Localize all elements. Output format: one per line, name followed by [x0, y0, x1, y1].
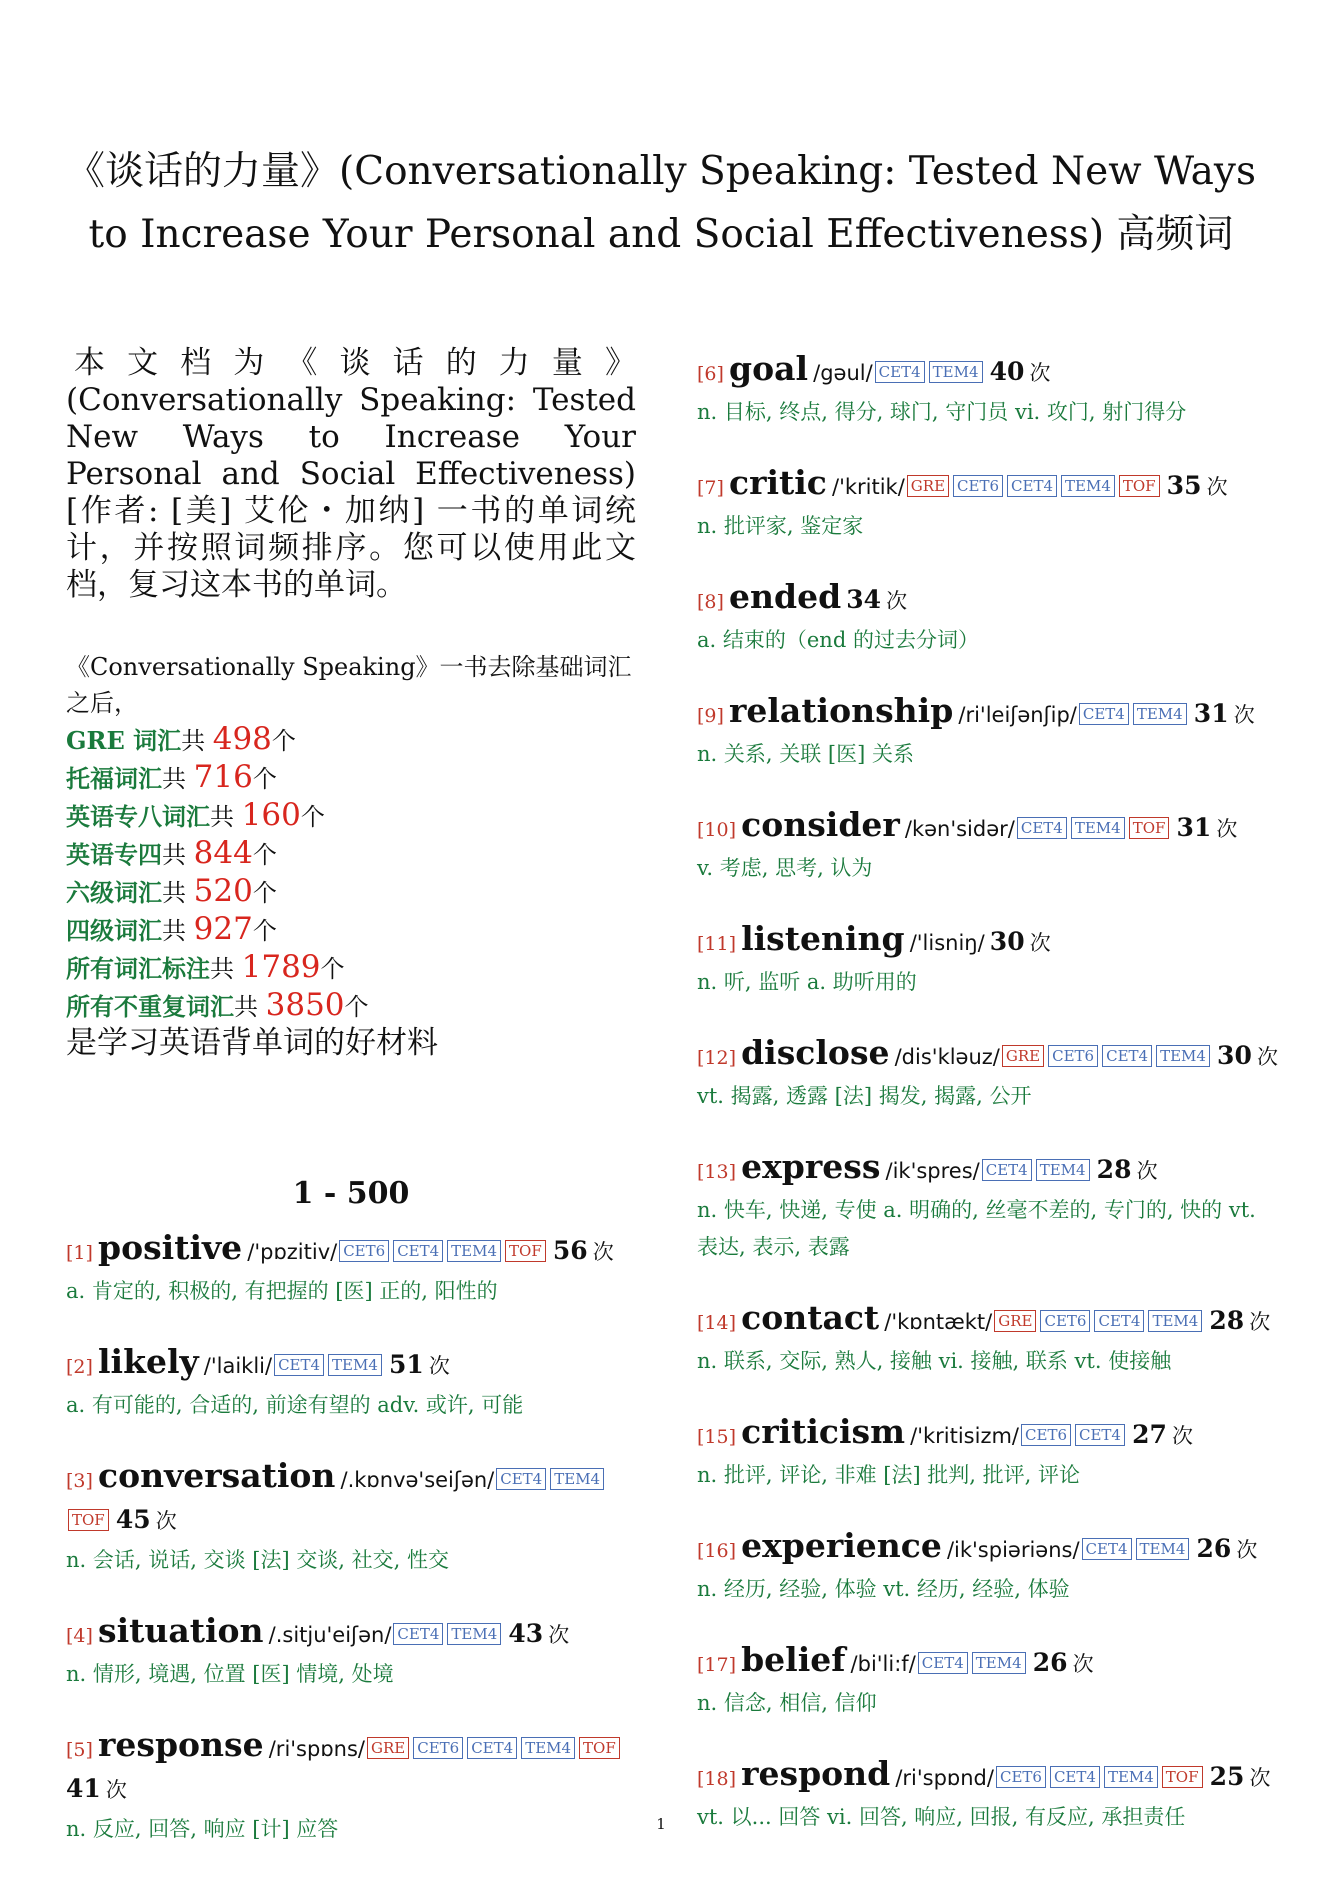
entry-index: [18]: [697, 1768, 737, 1790]
level-tag: CET4: [918, 1652, 968, 1674]
closing-line: 是学习英语背单词的好材料: [66, 1025, 438, 1061]
definition: vt. 以... 回答 vi. 回答, 响应, 回报, 有反应, 承担责任: [697, 1805, 1186, 1829]
stat-line: [66, 873, 636, 911]
phonetic: /kən'sidər/: [904, 817, 1015, 841]
level-tag: TEM4: [929, 361, 983, 383]
word-entry: [66, 1343, 636, 1424]
headword: situation: [98, 1611, 264, 1650]
headword: consider: [741, 805, 900, 844]
headword-line: [697, 692, 1282, 736]
frequency-count: 35: [1166, 471, 1202, 500]
definition: n. 批评, 评论, 非难 [法] 批判, 批评, 评论: [697, 1463, 1081, 1487]
stat-number: 160: [241, 797, 301, 833]
word-entry: [66, 1612, 636, 1693]
word-entry: [697, 920, 1282, 1001]
section-title: 1 - 500: [292, 1176, 410, 1211]
phonetic: /'kritik/: [832, 475, 905, 499]
definition: n. 关系, 关联 [医] 关系: [697, 742, 914, 766]
frequency-count: 41: [66, 1774, 101, 1803]
word-entry: [697, 1413, 1282, 1494]
phonetic: /bi'li:f/: [850, 1652, 916, 1676]
word-entry: [697, 1034, 1282, 1115]
frequency-count: 30: [989, 927, 1025, 956]
headword: listening: [741, 919, 905, 958]
entry-index: [10]: [697, 819, 737, 841]
stat-number: 844: [193, 835, 253, 871]
level-tag: TEM4: [1133, 703, 1187, 725]
stats-block: [66, 649, 636, 1061]
phonetic: /'pɒzitiv/: [247, 1240, 338, 1264]
level-tag: TEM4: [550, 1468, 604, 1490]
entries-left-list: [66, 1229, 636, 1848]
stat-mid: 共: [210, 955, 242, 983]
level-tag: TEM4: [1036, 1159, 1090, 1181]
frequency-count: 51: [389, 1350, 424, 1379]
frequency-count: 25: [1209, 1762, 1245, 1791]
level-tag: CET6: [1048, 1045, 1098, 1067]
entry-index: [14]: [697, 1312, 737, 1334]
stat-mid: 共: [162, 879, 194, 907]
stat-line: [66, 797, 636, 835]
headword-line: [697, 1641, 1282, 1685]
level-tag: CET6: [413, 1737, 463, 1759]
level-tag: CET4: [1079, 703, 1129, 725]
stat-number: 3850: [265, 987, 345, 1023]
headword-line: [697, 1299, 1282, 1343]
stat-number: 520: [193, 873, 253, 909]
headword: respond: [741, 1754, 891, 1793]
headword-line: [697, 806, 1282, 850]
phonetic: /ri'spɒns/: [268, 1737, 365, 1761]
word-entry: [66, 1229, 636, 1310]
level-tag: CET4: [393, 1623, 443, 1645]
headword-line: [697, 920, 1282, 964]
definition: n. 情形, 境遇, 位置 [医] 情境, 处境: [66, 1662, 394, 1686]
level-tag: CET6: [1021, 1424, 1071, 1446]
stat-number: 927: [193, 911, 253, 947]
count-unit: 次: [1136, 1159, 1158, 1183]
word-entry: [66, 1457, 636, 1579]
entry-index: [2]: [66, 1356, 93, 1378]
stat-number: 716: [193, 759, 253, 795]
headword: disclose: [741, 1033, 890, 1072]
document-title: 《谈话的力量》(Conversationally Speaking: Tested New Ways to Increase Your Personal and Social Effectiveness) 高频词: [66, 149, 1256, 257]
entry-index: [16]: [697, 1540, 737, 1562]
headword: positive: [98, 1228, 243, 1267]
stat-label: 所有词汇标注: [66, 954, 210, 983]
headword: conversation: [98, 1456, 336, 1495]
stat-mid: 共: [162, 765, 194, 793]
count-unit: 次: [1029, 361, 1051, 385]
stat-mid: 共: [181, 727, 213, 755]
phonetic: /ri'spɒnd/: [895, 1766, 994, 1790]
frequency-count: 28: [1096, 1155, 1132, 1184]
count-unit: 次: [1249, 1766, 1271, 1790]
headword-line: [697, 1034, 1282, 1078]
count-unit: 次: [1216, 817, 1238, 841]
word-entry: [697, 1527, 1282, 1608]
stat-unit: 个: [252, 765, 277, 793]
headword: relationship: [729, 691, 954, 730]
phonetic: /'lisniŋ/: [909, 931, 985, 955]
level-tag: TEM4: [972, 1652, 1026, 1674]
level-tag: TOF: [68, 1509, 109, 1531]
level-tag: CET4: [496, 1468, 546, 1490]
word-entry: [697, 464, 1282, 545]
phonetic: /gəul/: [813, 361, 873, 385]
headword: experience: [741, 1526, 942, 1565]
headword: belief: [741, 1640, 846, 1679]
frequency-count: 31: [1193, 699, 1229, 728]
stat-unit: 个: [344, 993, 369, 1021]
headword-line: [697, 464, 1282, 508]
entry-index: [13]: [697, 1161, 737, 1183]
right-column: [697, 350, 1282, 1869]
frequency-count: 34: [846, 585, 882, 614]
entry-index: [4]: [66, 1625, 93, 1647]
headword: contact: [741, 1298, 880, 1337]
definition: a. 有可能的, 合适的, 前途有望的 adv. 或许, 可能: [66, 1393, 524, 1417]
count-unit: 次: [1236, 1538, 1258, 1562]
intro-text: 本文档为《谈话的力量》(Conversationally Speaking: Tested New Ways to Increase Your Personal and Social Effectiveness)[作者: [美] 艾伦・加纳] 一书的单词统计，并按照词频排序。您可以使用此文档，复习这本书的单词。: [66, 345, 636, 603]
count-unit: 次: [592, 1240, 614, 1264]
definition: n. 会话, 说话, 交谈 [法] 交谈, 社交, 性交: [66, 1548, 450, 1572]
stat-mid: 共: [162, 917, 194, 945]
level-tag: TOF: [1162, 1766, 1203, 1788]
word-entry: [697, 692, 1282, 773]
definition: v. 考虑, 思考, 认为: [697, 856, 873, 880]
level-tag: TEM4: [1136, 1538, 1190, 1560]
level-tag: CET4: [274, 1354, 324, 1376]
intro-paragraph: [66, 345, 636, 604]
count-unit: 次: [105, 1778, 127, 1802]
level-tag: CET6: [996, 1766, 1046, 1788]
stat-line: [66, 949, 636, 987]
stat-label: 英语专四: [66, 840, 162, 869]
level-tag: GRE: [367, 1737, 409, 1759]
headword: criticism: [741, 1412, 906, 1451]
count-unit: 次: [155, 1509, 177, 1533]
level-tag: CET4: [1102, 1045, 1152, 1067]
level-tag: TEM4: [1156, 1045, 1210, 1067]
level-tag: CET4: [1050, 1766, 1100, 1788]
headword: express: [741, 1147, 881, 1186]
stat-label: 英语专八词汇: [66, 802, 210, 831]
level-tag: CET4: [1007, 475, 1057, 497]
headword: critic: [729, 463, 827, 502]
headword: goal: [729, 349, 809, 388]
level-tag: CET4: [982, 1159, 1032, 1181]
definition: vt. 揭露, 透露 [法] 揭发, 揭露, 公开: [697, 1084, 1032, 1108]
count-unit: 次: [1256, 1045, 1278, 1069]
level-tag: CET4: [1017, 817, 1067, 839]
stat-unit: 个: [252, 917, 277, 945]
headword-line: [697, 578, 1282, 622]
definition: a. 结束的（end 的过去分词）: [697, 628, 979, 652]
definition: n. 听, 监听 a. 助听用的: [697, 970, 917, 994]
stat-line: [66, 721, 636, 759]
entries-right-list: [697, 350, 1282, 1836]
count-unit: 次: [428, 1354, 450, 1378]
phonetic: /.kɒnvə'seiʃən/: [340, 1468, 495, 1492]
phonetic: /ri'leiʃənʃip/: [958, 703, 1077, 727]
headword-line: [66, 1726, 636, 1811]
level-tag: CET4: [393, 1240, 443, 1262]
phonetic: /ik'spres/: [885, 1159, 980, 1183]
left-column: [66, 345, 636, 1881]
count-unit: 次: [1233, 703, 1255, 727]
word-entry: [697, 578, 1282, 659]
entry-index: [15]: [697, 1426, 737, 1448]
frequency-count: 45: [115, 1505, 151, 1534]
level-tag: TOF: [1119, 475, 1160, 497]
frequency-count: 26: [1196, 1534, 1232, 1563]
level-tag: CET4: [467, 1737, 517, 1759]
stat-number: 498: [212, 721, 272, 757]
level-tag: TEM4: [328, 1354, 382, 1376]
stat-label: GRE 词汇: [66, 726, 182, 755]
entry-index: [7]: [697, 477, 724, 499]
headword-line: [697, 1413, 1282, 1457]
stat-line: [66, 987, 636, 1025]
word-entry: [697, 1148, 1282, 1266]
stat-mid: 共: [162, 841, 194, 869]
frequency-count: 30: [1217, 1041, 1252, 1070]
headword-line: [697, 1527, 1282, 1571]
headword-line: [66, 1612, 636, 1656]
level-tag: TOF: [505, 1240, 546, 1262]
page-number: 1: [656, 1815, 666, 1833]
frequency-count: 27: [1132, 1420, 1167, 1449]
definition: n. 反应, 回答, 响应 [计] 应答: [66, 1817, 339, 1841]
count-unit: 次: [1249, 1310, 1271, 1334]
entry-index: [8]: [697, 591, 724, 613]
frequency-count: 31: [1176, 813, 1212, 842]
level-tag: CET4: [1094, 1310, 1144, 1332]
level-tag: TEM4: [1061, 475, 1115, 497]
headword: likely: [98, 1342, 199, 1381]
definition: n. 目标, 终点, 得分, 球门, 守门员 vi. 攻门, 射门得分: [697, 400, 1187, 424]
entry-index: [5]: [66, 1739, 93, 1761]
level-tag: TEM4: [521, 1737, 575, 1759]
stats-list: [66, 721, 636, 1025]
entry-index: [1]: [66, 1242, 93, 1264]
stat-unit: 个: [252, 879, 277, 907]
headword-line: [66, 1343, 636, 1387]
definition: n. 信念, 相信, 信仰: [697, 1691, 877, 1715]
count-unit: 次: [548, 1623, 570, 1647]
frequency-count: 40: [989, 357, 1025, 386]
headword-line: [66, 1229, 636, 1273]
stat-line: [66, 835, 636, 873]
entry-index: [6]: [697, 363, 724, 385]
level-tag: CET6: [339, 1240, 389, 1262]
level-tag: CET4: [1082, 1538, 1132, 1560]
count-unit: 次: [1029, 931, 1051, 955]
headword-line: [66, 1457, 636, 1542]
stat-label: 所有不重复词汇: [66, 992, 234, 1021]
level-tag: TEM4: [1104, 1766, 1158, 1788]
word-entry: [697, 350, 1282, 431]
frequency-count: 43: [508, 1619, 544, 1648]
level-tag: TEM4: [447, 1623, 501, 1645]
stat-unit: 个: [320, 955, 345, 983]
stat-mid: 共: [210, 803, 242, 831]
stat-label: 六级词汇: [66, 878, 162, 907]
entry-index: [3]: [66, 1470, 93, 1492]
phonetic: /'kritisizm/: [910, 1424, 1020, 1448]
definition: n. 批评家, 鉴定家: [697, 514, 864, 538]
level-tag: TOF: [1129, 817, 1170, 839]
count-unit: 次: [1171, 1424, 1193, 1448]
frequency-count: 28: [1209, 1306, 1245, 1335]
entry-index: [11]: [697, 933, 737, 955]
level-tag: GRE: [907, 475, 949, 497]
level-tag: TEM4: [1071, 817, 1125, 839]
headword: response: [98, 1725, 264, 1764]
stat-number: 1789: [241, 949, 321, 985]
headword-line: [697, 1755, 1282, 1799]
stat-unit: 个: [271, 727, 296, 755]
level-tag: TEM4: [1148, 1310, 1202, 1332]
stat-line: [66, 911, 636, 949]
stat-label: 四级词汇: [66, 916, 162, 945]
stat-unit: 个: [300, 803, 325, 831]
level-tag: CET6: [1040, 1310, 1090, 1332]
headword-line: [697, 1148, 1282, 1192]
frequency-count: 26: [1032, 1648, 1068, 1677]
phonetic: /'laikli/: [203, 1354, 273, 1378]
count-unit: 次: [1072, 1652, 1094, 1676]
level-tag: TOF: [579, 1737, 620, 1759]
stat-unit: 个: [252, 841, 277, 869]
level-tag: TEM4: [447, 1240, 501, 1262]
word-entry: [697, 806, 1282, 887]
headword-line: [697, 350, 1282, 394]
phonetic: /dis'kləuz/: [894, 1045, 1000, 1069]
stat-label: 托福词汇: [66, 764, 162, 793]
stat-mid: 共: [234, 993, 266, 1021]
phonetic: /'kɒntækt/: [884, 1310, 993, 1334]
headword: ended: [729, 577, 842, 616]
definition: n. 快车, 快递, 专使 a. 明确的, 丝毫不差的, 专门的, 快的 vt. 表达, 表示, 表露: [697, 1198, 1256, 1259]
count-unit: 次: [1206, 475, 1228, 499]
level-tag: CET6: [953, 475, 1003, 497]
level-tag: GRE: [994, 1310, 1036, 1332]
phonetic: /ik'spiəriəns/: [946, 1538, 1080, 1562]
definition: n. 经历, 经验, 体验 vt. 经历, 经验, 体验: [697, 1577, 1070, 1601]
definition: n. 联系, 交际, 熟人, 接触 vi. 接触, 联系 vt. 使接触: [697, 1349, 1172, 1373]
word-entry: [697, 1299, 1282, 1380]
level-tag: CET4: [1075, 1424, 1125, 1446]
entry-index: [17]: [697, 1654, 737, 1676]
word-entry: [697, 1641, 1282, 1722]
level-tag: GRE: [1002, 1045, 1044, 1067]
level-tag: CET4: [875, 361, 925, 383]
count-unit: 次: [886, 589, 908, 613]
phonetic: /.sitju'eiʃən/: [268, 1623, 392, 1647]
entry-index: [9]: [697, 705, 724, 727]
entry-index: [12]: [697, 1047, 737, 1069]
definition: a. 肯定的, 积极的, 有把握的 [医] 正的, 阳性的: [66, 1279, 498, 1303]
frequency-count: 56: [552, 1236, 588, 1265]
stats-intro: 《Conversationally Speaking》一书去除基础词汇之后，: [66, 653, 632, 717]
stat-line: [66, 759, 636, 797]
